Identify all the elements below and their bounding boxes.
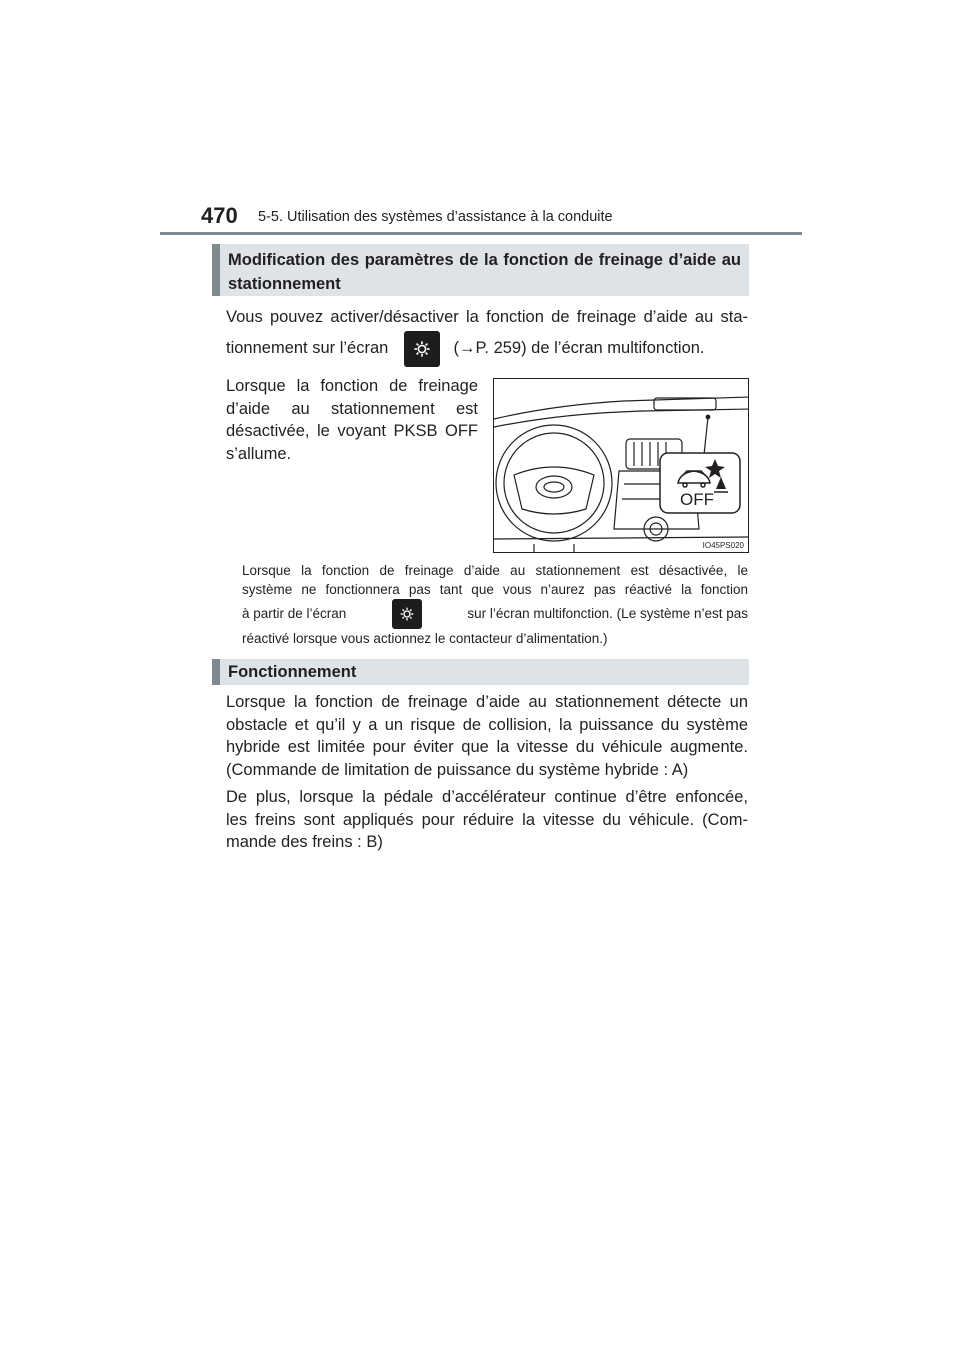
text-line: obstacle et qu’il y a un risque de collision, la puissance du système	[226, 715, 748, 734]
page-number: 470	[201, 203, 238, 228]
text-line: tionnement sur l’écran	[226, 339, 389, 357]
dashboard-illustration	[493, 378, 749, 553]
gear-icon	[413, 340, 431, 358]
text-line: sur l’écran multifonction. (Le système n’est pas	[467, 606, 748, 621]
pksb-off-indicator-label: OFF	[680, 490, 714, 509]
text-line: Vous pouvez activer/désactiver la fonction de freinage d’aide au sta-	[226, 308, 748, 326]
pksb-off-paragraph	[226, 375, 478, 465]
header-rule	[160, 232, 802, 235]
figure-code: IO45PS020	[702, 541, 744, 550]
gear-icon	[399, 607, 414, 622]
text-line: (Commande de limitation de puissance du système hybride : A)	[226, 760, 689, 779]
text-line: réactivé lorsque vous actionnez le contacteur d’alimentation.)	[242, 631, 608, 646]
text-line: Lorsque la fonction de freinage d’aide au stationnement est désactivée, le	[242, 563, 748, 578]
text-line: hybride est limitée pour éviter que la vitesse du véhicule augmente.	[226, 738, 748, 756]
intro-paragraph	[226, 307, 748, 327]
settings-screen-icon	[404, 331, 440, 367]
section-title: Modification des paramètres de la fonction de freinage d’aide au stationnement	[228, 251, 741, 293]
text-line: De plus, lorsque la pédale d’accélérateur continue d’être enfoncée,	[226, 788, 748, 806]
text-line: d’aide au stationnement est	[226, 399, 478, 418]
text-line: système ne fonctionnera pas tant que vous n’aurez pas réactivé la fonction	[242, 582, 748, 597]
text-line: Lorsque la fonction de freinage d’aide au stationnement détecte un	[226, 693, 748, 711]
note-paragraph-line4	[242, 629, 748, 648]
text-line: Lorsque la fonction de freinage	[226, 377, 478, 395]
chapter-title: 5-5. Utilisation des systèmes d’assistance à la conduite	[258, 209, 613, 225]
text-line: s’allume.	[226, 444, 292, 463]
text-line: désactivée, le voyant PKSB OFF	[226, 422, 478, 440]
operation-paragraph-2	[226, 786, 748, 854]
note-paragraph	[242, 561, 748, 599]
text-line: les freins sont appliqués pour réduire la vitesse du véhicule. (Com-	[226, 810, 748, 829]
intro-paragraph-line2	[226, 328, 748, 368]
section-heading-settings	[212, 244, 749, 296]
section-heading-operation	[212, 659, 749, 685]
text-line: à partir de l’écran	[242, 606, 347, 621]
text-line: mande des freins : B)	[226, 833, 383, 851]
section-title: Fonctionnement	[228, 663, 357, 681]
dashboard-drawing	[494, 379, 749, 553]
settings-screen-icon	[392, 599, 422, 629]
text-line: (→P. 259) de l’écran multifonction.	[453, 339, 705, 357]
note-paragraph-line3	[242, 597, 748, 631]
operation-paragraph-1	[226, 691, 748, 781]
